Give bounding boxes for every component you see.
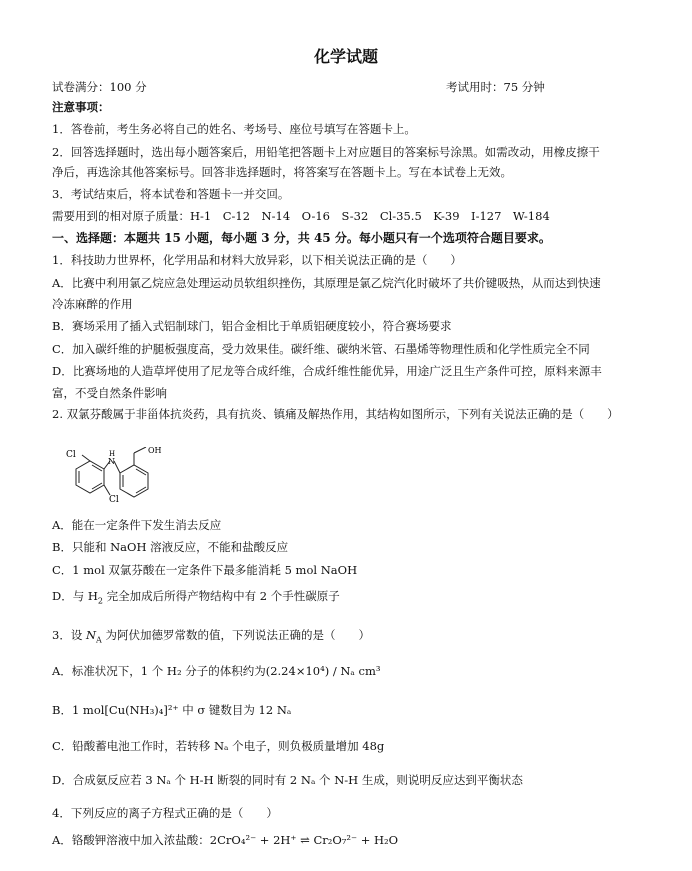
notice-item-3: 3．考试结束后，将本试卷和答题卡一并交回。 [52, 187, 290, 201]
q1-option-b: B．赛场采用了插入式铝制球门，铝合金相比于单质铝硬度较小，符合赛场要求 [52, 319, 452, 333]
q3-option-d: D．合成氨反应若 3 Nₐ 个 H-H 断裂的同时有 2 Nₐ 个 N-H 生成，则说明反应达到平衡状态 [52, 773, 523, 787]
page-title: 化学试题 [313, 47, 378, 66]
section-heading: 一、选择题：本题共 15 小题，每小题 3 分，共 45 分。每小题只有一个选项符合题目要求。 [52, 231, 551, 245]
notice-heading: 注意事项： [52, 100, 110, 114]
q1-option-c: C．加入碳纤维的护腿板强度高，受力效果佳。碳纤维、碳纳米管、石墨烯等物理性质和化学性质完全不同 [52, 342, 590, 356]
score-info: 试卷满分：100 分 [52, 80, 147, 94]
q1-option-d-cont: 富，不受自然条件影响 [52, 386, 167, 400]
q3-option-c: C．铅酸蓄电池工作时，若转移 Nₐ 个电子，则负极质量增加 48g [52, 739, 385, 753]
q2-option-b: B．只能和 NaOH 溶液反应，不能和盐酸反应 [52, 540, 289, 554]
q1-stem: 1．科技助力世界杯，化学用品和材料大放异彩，以下相关说法正确的是（ ） [52, 253, 462, 267]
chlorine-label-top: Cl [66, 450, 76, 460]
chlorine-label-bottom: Cl [109, 495, 119, 505]
time-info: 考试用时：75 分钟 [446, 80, 545, 94]
q1-option-a: A．比赛中利用氯乙烷应急处理运动员软组织挫伤，其原理是氯乙烷汽化时破坏了共价键吸热，从而达到快速 [52, 276, 601, 290]
q2-option-c: C．1 mol 双氯芬酸在一定条件下最多能消耗 5 mol NaOH [52, 563, 358, 577]
atomic-masses: 需要用到的相对原子质量：H-1 C-12 N-14 O-16 S-32 Cl-35.5 K-39 I-127 W-184 [52, 209, 550, 223]
notice-item-2-cont: 净后，再选涂其他答案标号。回答非选择题时，将答案写在答题卡上。写在本试卷上无效。 [52, 165, 512, 179]
diclofenac-structure [62, 447, 182, 519]
q3-option-a: A．标准状况下，1 个 H₂ 分子的体积约为(2.24×10⁴) / Nₐ cm³ [52, 664, 381, 678]
q4-option-a: A．铬酸钾溶液中加入浓盐酸：2CrO₄²⁻ + 2H⁺ ⇌ Cr₂O₇²⁻ + H₂O [52, 833, 399, 847]
q2-option-a: A．能在一定条件下发生消去反应 [52, 518, 222, 532]
q3-option-b: B．1 mol[Cu(NH₃)₄]²⁺ 中 σ 键数目为 12 Nₐ [52, 703, 292, 717]
q2-stem: 2. 双氯芬酸属于非甾体抗炎药，具有抗炎、镇痛及解热作用，其结构如图所示，下列有关说法正确的是（ ） [52, 407, 619, 421]
amine-h-label: H [109, 450, 116, 458]
q4-stem: 4．下列反应的离子方程式正确的是（ ） [52, 806, 278, 820]
q1-option-a-cont: 冷冻麻醉的作用 [52, 297, 133, 311]
hydroxyl-label: OH [148, 447, 162, 455]
notice-item-1: 1．答卷前，考生务必将自己的姓名、考场号、座位号填写在答题卡上。 [52, 122, 416, 136]
q3-stem: 3．设 $N_A$ 为阿伏加德罗常数的值，下列说法正确的是（ ） [52, 628, 370, 645]
q1-option-d: D．比赛场地的人造草坪使用了尼龙等合成纤维，合成纤维性能优异，用途广泛且生产条件可控，原料来源丰 [52, 364, 602, 378]
notice-item-2: 2．回答选择题时，选出每小题答案后，用铅笔把答题卡上对应题目的答案标号涂黑。如需改动，用橡皮擦干 [52, 145, 600, 159]
nitrogen-label: N [108, 457, 115, 466]
q2-option-d: D．与 $H_2$ 完全加成后所得产物结构中有 2 个手性碳原子 [52, 589, 340, 606]
